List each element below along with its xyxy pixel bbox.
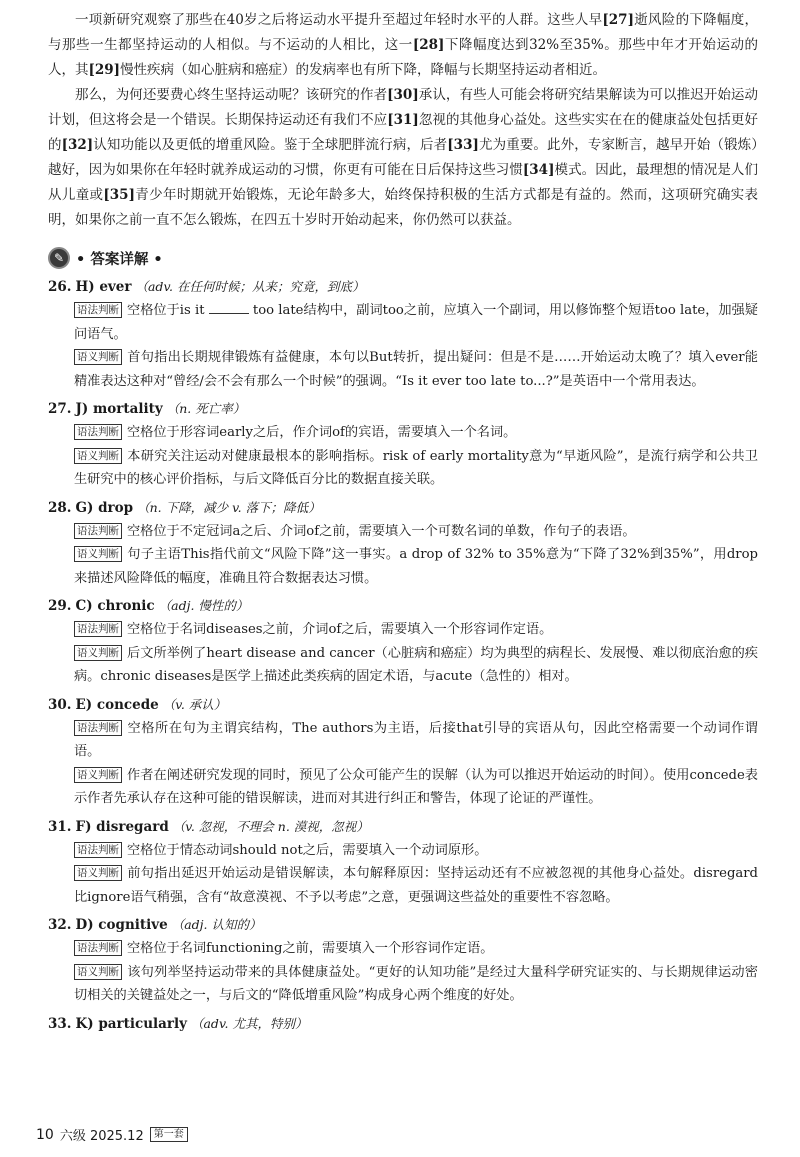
grammar-tag: 语法判断 — [74, 720, 122, 736]
blank-number: [35] — [103, 187, 135, 203]
answer-number: 27. — [48, 401, 72, 417]
grammar-tag: 语法判断 — [74, 523, 122, 539]
grammar-explanation — [74, 717, 758, 764]
answer-item — [48, 275, 758, 393]
blank-number: [29] — [88, 62, 121, 78]
semantic-text: 后文所举例了heart disease and cancer（心脏病和癌症）均为典型的病程长、发展慢、难以彻底治愈的疾病。chronic diseases是医学上描述此类疾病的固定术语，与acute（急性的）相对。 — [74, 645, 758, 684]
answer-item — [48, 496, 758, 591]
answer-item — [48, 594, 758, 689]
blank-number: [32] — [61, 137, 94, 153]
grammar-explanation — [74, 839, 758, 863]
semantic-tag: 语义判断 — [74, 546, 122, 562]
semantic-explanation — [74, 642, 758, 689]
grammar-text: 空格位于情态动词should not之后，需要填入一个动词原形。 — [127, 842, 488, 858]
answer-word: C) chronic — [75, 598, 155, 614]
semantic-text: 该句列举坚持运动带来的具体健康益处。“更好的认知功能”是经过大量科学研究证实的、与长期规律运动密切相关的关键益处之一，与后文的“降低增重风险”构成身心两个维度的好处。 — [74, 964, 758, 1003]
answer-number: 28. — [48, 499, 72, 516]
answer-number: 26. — [48, 279, 72, 295]
answer-section-header — [48, 245, 758, 271]
blank-number: [28] — [412, 37, 445, 53]
page-footer — [36, 1125, 188, 1144]
page-number: 10 — [36, 1126, 54, 1143]
passage-text: 认知功能以及更低的增重风险。鉴于全球肥胖流行病，后者 — [93, 137, 448, 153]
answer-word: D) cognitive — [75, 917, 168, 933]
answer-definition: （n. 死亡率） — [166, 401, 246, 416]
answer-item — [48, 1012, 758, 1036]
grammar-tag: 语法判断 — [74, 302, 122, 318]
answer-item-head — [48, 1012, 758, 1036]
grammar-text: 空格位于is it — [127, 303, 209, 318]
answer-definition: （v. 忽视，不理会 n. 漠视，忽视） — [172, 818, 369, 834]
answer-item-head — [48, 815, 758, 839]
answer-item — [48, 815, 758, 910]
passage-text: 尤为重要。此外，专家断言，越早开始（锻炼）越好，因为如果你在年轻时就养成运动的习惯，你更有可能在日后保持这些习惯 — [48, 137, 759, 178]
semantic-explanation — [74, 346, 758, 393]
answer-item-head — [48, 496, 758, 520]
answer-item-head — [48, 594, 758, 618]
answer-list — [48, 275, 758, 1036]
semantic-explanation — [74, 764, 758, 811]
answer-word: E) concede — [75, 696, 159, 713]
semantic-explanation — [74, 961, 758, 1008]
semantic-tag: 语义判断 — [74, 964, 122, 980]
answer-number: 32. — [48, 917, 72, 933]
passage-text: 忽视的其他身心益处。这些实实在在的健康益处包括更好的 — [48, 112, 758, 153]
semantic-explanation — [74, 445, 758, 492]
answer-number: 30. — [48, 696, 72, 713]
passage-text: 那么，为何还要费心终生坚持运动呢？该研究的作者 — [75, 87, 388, 103]
passage-paragraph-1 — [48, 8, 758, 83]
passage-text: 承认，有些人可能会将研究结果解读为可以推迟开始运动计划，但这将会是一个错误。长期保持运动还有我们不应 — [48, 87, 759, 128]
answer-word: K) particularly — [75, 1015, 187, 1032]
answer-definition: （v. 承认） — [162, 696, 227, 712]
grammar-text: 空格所在句为主谓宾结构，The authors为主语，后接that引导的宾语从句，因此空格需要一个动词作谓语。 — [74, 720, 758, 759]
answer-item-head — [48, 913, 758, 937]
answer-word: J) mortality — [75, 401, 163, 417]
semantic-text: 首句指出长期规律锻炼有益健康，本句以But转折，提出疑问：但是不是……开始运动太晚了？填入ever能精准表达这种对“曾经/会不会有那么一个时候”的强调。“Is it ever too late to...?”是英语中一个常用表达。 — [74, 350, 758, 389]
semantic-tag: 语义判断 — [74, 645, 122, 661]
blank-line — [209, 301, 249, 314]
answer-number: 31. — [48, 818, 72, 835]
answer-word: G) drop — [75, 499, 134, 516]
page-content — [48, 8, 758, 1036]
answer-item-head — [48, 275, 758, 299]
section-title: • 答案详解 • — [76, 251, 163, 268]
semantic-tag: 语义判断 — [74, 767, 122, 783]
grammar-tag: 语法判断 — [74, 621, 122, 637]
answer-item — [48, 397, 758, 492]
semantic-tag: 语义判断 — [74, 865, 122, 881]
grammar-tag: 语法判断 — [74, 940, 122, 956]
semantic-explanation — [74, 862, 758, 909]
blank-number: [34] — [522, 162, 555, 178]
semantic-tag: 语义判断 — [74, 349, 122, 365]
blank-number: [31] — [387, 112, 419, 128]
magazine-issue: 六级 2025.12 — [59, 1129, 144, 1144]
blank-number: [33] — [447, 137, 479, 153]
semantic-text: 本研究关注运动对健康最根本的影响指标。risk of early mortality意为“早逝风险”，是流行病学和公共卫生研究中的核心评价指标，与后文降低百分比的数据直接关联。 — [74, 448, 758, 487]
answer-definition: （n. 下降，减少 v. 落下；降低） — [137, 499, 321, 515]
grammar-tag: 语法判断 — [74, 424, 122, 440]
semantic-tag: 语义判断 — [74, 448, 122, 464]
answer-definition: （adv. 尤其，特别） — [190, 1015, 308, 1031]
answer-word: F) disregard — [75, 818, 169, 835]
grammar-explanation — [74, 299, 758, 346]
grammar-text: 空格位于名词functioning之前，需要填入一个形容词作定语。 — [127, 941, 494, 956]
answer-definition: （adv. 在任何时候；从来；究竟，到底） — [135, 279, 365, 294]
grammar-text: 空格位于不定冠词a之后、介词of之前，需要填入一个可数名词的单数，作句子的表语。 — [127, 523, 636, 539]
grammar-text: 空格位于形容词early之后，作介词of的宾语，需要填入一个名词。 — [127, 425, 517, 440]
pen-icon: ✎ — [48, 247, 70, 269]
answer-definition: （adj. 认知的） — [171, 917, 262, 932]
answer-item — [48, 693, 758, 811]
grammar-explanation — [74, 421, 758, 445]
blank-number: [30] — [387, 87, 419, 103]
semantic-text: 作者在阐述研究发现的同时，预见了公众可能产生的误解（认为可以推迟开始运动的时间）。使用concede表示作者先承认存在这种可能的错误解读，进而对其进行纠正和警告，体现了论证的严谨性。 — [74, 767, 758, 806]
passage-text: 逝风险的下降幅度，与那些一生都坚持运动的人相似。与不运动的人相比，这一 — [48, 12, 758, 53]
passage-paragraph-2 — [48, 83, 758, 233]
passage-text: 慢性疾病（如心脏病和癌症）的发病率也有所下降，降幅与长期坚持运动者相近。 — [120, 62, 607, 78]
answer-number: 29. — [48, 598, 72, 614]
semantic-text: 前句指出延迟开始运动是错误解读，本句解释原因：坚持运动还有不应被忽视的其他身心益处。disregard比ignore语气稍强，含有“故意漠视、不予以考虑”之意，更强调这些益处的重要性不容忽略。 — [74, 866, 758, 905]
grammar-text: 空格位于名词diseases之前，介词of之后，需要填入一个形容词作定语。 — [127, 622, 553, 637]
passage-text: 下降幅度达到32%至35%。那些中年才开始运动的人，其 — [48, 37, 759, 78]
blank-number: [27] — [602, 12, 634, 28]
semantic-explanation — [74, 543, 758, 590]
semantic-text: 句子主语This指代前文“风险下降”这一事实。a drop of 32% to 35%意为“下降了32%到35%”，用drop来描述风险降低的幅度，准确且符合数据表达习惯。 — [74, 547, 758, 586]
grammar-explanation — [74, 937, 758, 961]
grammar-explanation — [74, 520, 758, 544]
answer-number: 33. — [48, 1015, 72, 1032]
grammar-explanation — [74, 618, 758, 642]
answer-item — [48, 913, 758, 1008]
answer-word: H) ever — [75, 279, 132, 295]
answer-item-head — [48, 693, 758, 717]
set-badge: 第一套 — [150, 1127, 188, 1142]
passage-text: 一项新研究观察了那些在40岁之后将运动水平提升至超过年轻时水平的人群。这些人早 — [75, 12, 603, 28]
passage-text: 模式。因此，最理想的情况是人们从儿童或 — [48, 162, 758, 203]
answer-definition: （adj. 慢性的） — [158, 598, 249, 613]
answer-item-head — [48, 397, 758, 421]
grammar-tag: 语法判断 — [74, 842, 122, 858]
passage-text: 青少年时期就开始锻炼，无论年龄多大，始终保持积极的生活方式都是有益的。然而，这项研究确实表明，如果你之前一直不怎么锻炼，在四五十岁时开始动起来，你仍然可以获益。 — [48, 187, 759, 228]
grammar-text: too late结构中，副词too之前，应填入一个副词，用以修饰整个短语too late，加强疑问语气。 — [74, 303, 758, 342]
